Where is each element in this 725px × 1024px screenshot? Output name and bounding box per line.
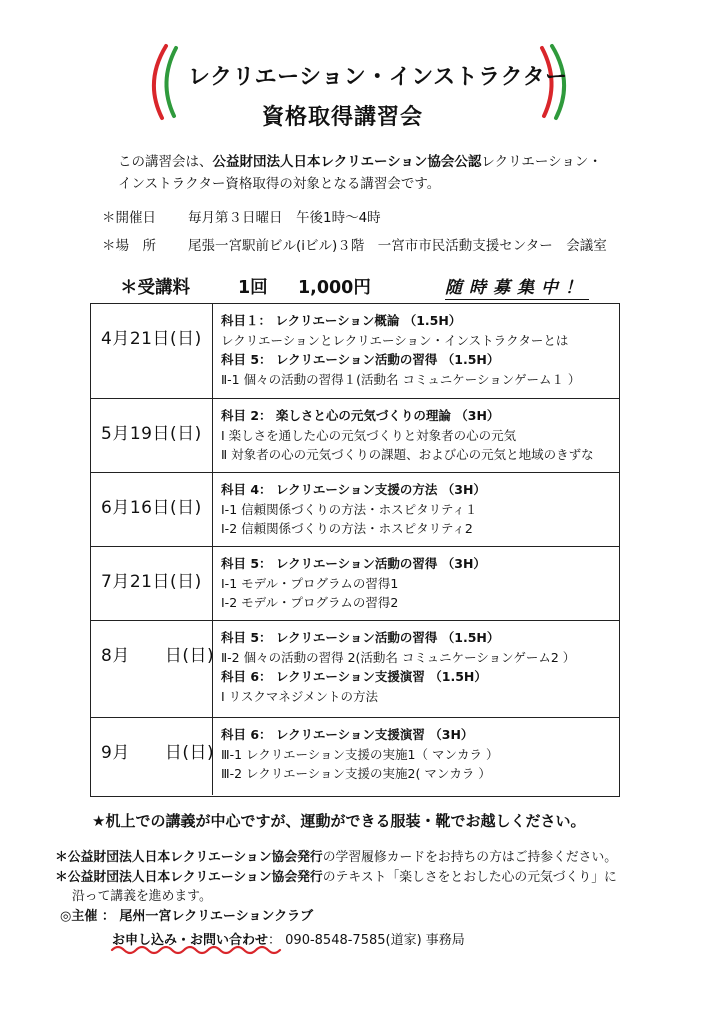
- schedule-line: 科目 2： 楽しさと心の元気づくりの理論 （3H）: [221, 408, 500, 423]
- title-line-2: 資格取得講習会: [262, 105, 424, 130]
- date-label: ＊開催日: [102, 210, 156, 226]
- schedule-line: 科目 5： レクリエーション活動の習得 （1.5H）: [221, 630, 500, 645]
- schedule-row-april: [91, 304, 619, 399]
- schedule-row-august: [91, 621, 619, 718]
- place-label: ＊場 所: [102, 238, 156, 254]
- schedule-date: 9月 日(日): [101, 743, 215, 763]
- schedule-date-cell: [91, 547, 213, 620]
- schedule-line: Ⅱ 対象者の心の元気づくりの課題、および心の元気と地域のきずな: [221, 447, 594, 462]
- schedule-line: レクリエーションとレクリエーション・インストラクターとは: [221, 332, 569, 348]
- schedule-content: [221, 628, 615, 706]
- schedule-table: [90, 303, 620, 797]
- schedule-line: 科目 5： レクリエーション活動の習得 （1.5H）: [221, 352, 500, 367]
- schedule-line: Ⅱ-1 個々の活動の習得１(活動名 コミュニケーションゲーム１ ）: [221, 371, 581, 387]
- note-study-card-text: の学習履修カードをお持ちの方はご持参ください。: [322, 850, 618, 865]
- recruit-banner: 随時募集中！: [445, 273, 589, 300]
- schedule-row-september: [91, 718, 619, 795]
- schedule-date-cell: [91, 304, 213, 398]
- organizer: ◎主催 ： 尾州一宮レクリエーションクラブ: [60, 909, 314, 924]
- place-value: 尾張一宮駅前ビル(iビル)３階 一宮市市民活動支援センター 会議室: [188, 238, 607, 254]
- intro-line-2: インストラクター資格取得の対象となる講習会です。: [118, 176, 441, 192]
- fee-price: 1,000円: [298, 278, 371, 298]
- schedule-line: 科目 5： レクリエーション活動の習得 （3H）: [221, 556, 486, 571]
- schedule-line: Ⅱ-2 個々の活動の習得 2(活動名 コミュニケーションゲーム2 ）: [221, 649, 576, 665]
- schedule-date: 7月21日(日): [101, 572, 202, 592]
- schedule-date-cell: [91, 718, 213, 795]
- schedule-line: Ⅰ 楽しさを通した心の元気づくりと対象者の心の元気: [221, 427, 517, 443]
- schedule-date-cell: [91, 621, 213, 717]
- note-textbook-continued: 沿って講義を進めます。: [72, 889, 212, 904]
- note-textbook-text: のテキスト「楽しさをとおした心の元気づくり」に: [322, 870, 617, 885]
- schedule-date: 8月 日(日): [101, 646, 215, 666]
- schedule-line: 科目 6： レクリエーション支援演習 （1.5H）: [221, 669, 487, 684]
- note-study-card-publisher: ＊公益財団法人日本レクリエーション協会発行: [55, 850, 323, 865]
- note-textbook-publisher: ＊公益財団法人日本レクリエーション協会発行: [55, 870, 323, 885]
- schedule-content: [221, 311, 615, 389]
- intro-prefix: この講習会は、: [118, 154, 213, 170]
- schedule-date: 4月21日(日): [101, 329, 202, 349]
- fee-label: ＊受講料: [120, 278, 190, 298]
- schedule-line: 科目 4： レクリエーション支援の方法 （3H）: [221, 482, 486, 497]
- schedule-content: [221, 725, 615, 784]
- schedule-line: 科目１： レクリエーション概論 （1.5H）: [221, 313, 462, 328]
- contact-label: お申し込み・お問い合わせ: [112, 933, 269, 948]
- fee-count: 1回: [238, 278, 268, 298]
- schedule-line: Ⅲ-1 レクリエーション支援の実施1（ マンカラ ）: [221, 746, 499, 762]
- schedule-line: 科目 6： レクリエーション支援演習 （3H）: [221, 727, 474, 742]
- title-line-1: レクリエーション・インストラクター: [188, 65, 568, 90]
- left-parenthesis-ornament: [144, 42, 180, 122]
- red-underline-squiggle: [110, 944, 286, 958]
- schedule-row-may: [91, 399, 619, 473]
- attire-notice: ★机上での講義が中心ですが、運動ができる服装・靴でお越しください。: [92, 812, 586, 830]
- note-textbook: [55, 866, 617, 885]
- contact-phone: ： 090-8548-7585(道家) 事務局: [268, 933, 465, 948]
- schedule-line: Ⅰ-2 モデル・プログラムの習得2: [221, 595, 399, 610]
- schedule-line: Ⅰ-1 信頼関係づくりの方法・ホスピタリティ１: [221, 501, 478, 517]
- note-study-card: [55, 846, 617, 865]
- intro-organization: 公益財団法人日本レクリエーション協会公認: [212, 154, 482, 170]
- schedule-row-june: [91, 473, 619, 547]
- schedule-date-cell: [91, 473, 213, 546]
- schedule-content: [221, 406, 615, 465]
- schedule-line: Ⅰ リスクマネジメントの方法: [221, 688, 379, 704]
- schedule-date: 5月19日(日): [101, 424, 202, 444]
- schedule-date: 6月16日(日): [101, 498, 202, 518]
- schedule-content: [221, 554, 615, 613]
- intro-suffix: レクリエーション・: [481, 154, 602, 170]
- schedule-line: Ⅲ-2 レクリエーション支援の実施2( マンカラ ）: [221, 766, 491, 781]
- schedule-content: [221, 480, 615, 539]
- schedule-date-cell: [91, 399, 213, 472]
- schedule-line: Ⅰ-1 モデル・プログラムの習得1: [221, 575, 399, 591]
- schedule-line: Ⅰ-2 信頼関係づくりの方法・ホスピタリティ2: [221, 521, 473, 536]
- date-value: 毎月第３日曜日 午後1時～4時: [188, 210, 381, 226]
- intro-line-1: [118, 150, 602, 170]
- schedule-row-july: [91, 547, 619, 621]
